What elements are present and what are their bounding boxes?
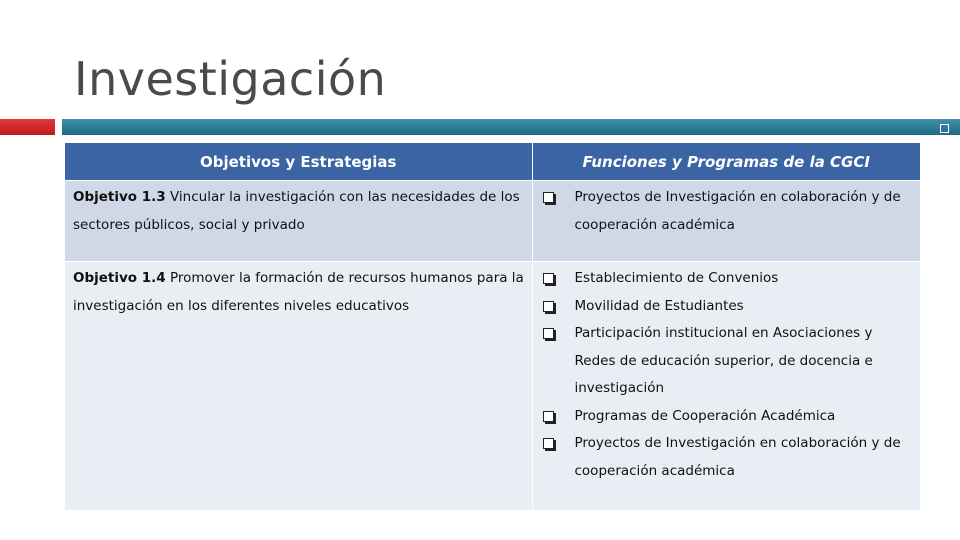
objective-text: Vincular la investigación con las necesidades de los sectores públicos, social y privado: [73, 189, 520, 233]
square-mark-icon: [940, 124, 949, 133]
table-row: [65, 262, 920, 511]
objective-label: Objetivo 1.4: [73, 270, 166, 286]
list-item-text: Movilidad de Estudiantes: [574, 297, 744, 314]
list-item: [541, 265, 915, 293]
list-item: [541, 320, 915, 403]
header-functions: Funciones y Programas de la CGCI: [532, 143, 920, 181]
checkbox-bullet-icon: [543, 301, 554, 312]
list-item: [541, 293, 915, 321]
functions-cell: [532, 181, 920, 262]
header-objectives: Objetivos y Estrategias: [65, 143, 532, 181]
list-item: [541, 430, 915, 485]
functions-list: [541, 184, 915, 239]
objective-cell: [65, 181, 532, 262]
objective-label: Objetivo 1.3: [73, 189, 166, 205]
objective-cell: [65, 262, 532, 511]
red-accent-bar: [0, 119, 55, 135]
checkbox-bullet-icon: [543, 438, 554, 449]
functions-cell: [532, 262, 920, 511]
checkbox-bullet-icon: [543, 273, 554, 284]
functions-list: [541, 265, 915, 485]
list-item-text: Establecimiento de Convenios: [574, 270, 779, 286]
list-item: [541, 184, 915, 239]
teal-accent-bar: [62, 119, 960, 135]
slide-title: Investigación: [74, 52, 387, 106]
checkbox-bullet-icon: [543, 328, 554, 339]
checkbox-bullet-icon: [543, 411, 554, 422]
list-item-text: Participación institucional en Asociaciones y Redes de educación superior, de docencia e investigación: [574, 325, 873, 396]
list-item-text: Proyectos de Investigación en colaboración y de cooperación académica: [574, 435, 901, 479]
list-item-text: Programas de Cooperación Académica: [574, 407, 836, 424]
checkbox-bullet-icon: [543, 192, 554, 203]
table-row: [65, 181, 920, 262]
table-header-row: [65, 143, 920, 181]
list-item: [541, 403, 915, 431]
objectives-table: [65, 143, 920, 510]
objective-text: Promover la formación de recursos humanos para la investigación en los diferentes niveles educativos: [73, 270, 524, 314]
list-item-text: Proyectos de Investigación en colaboración y de cooperación académica: [574, 189, 901, 233]
